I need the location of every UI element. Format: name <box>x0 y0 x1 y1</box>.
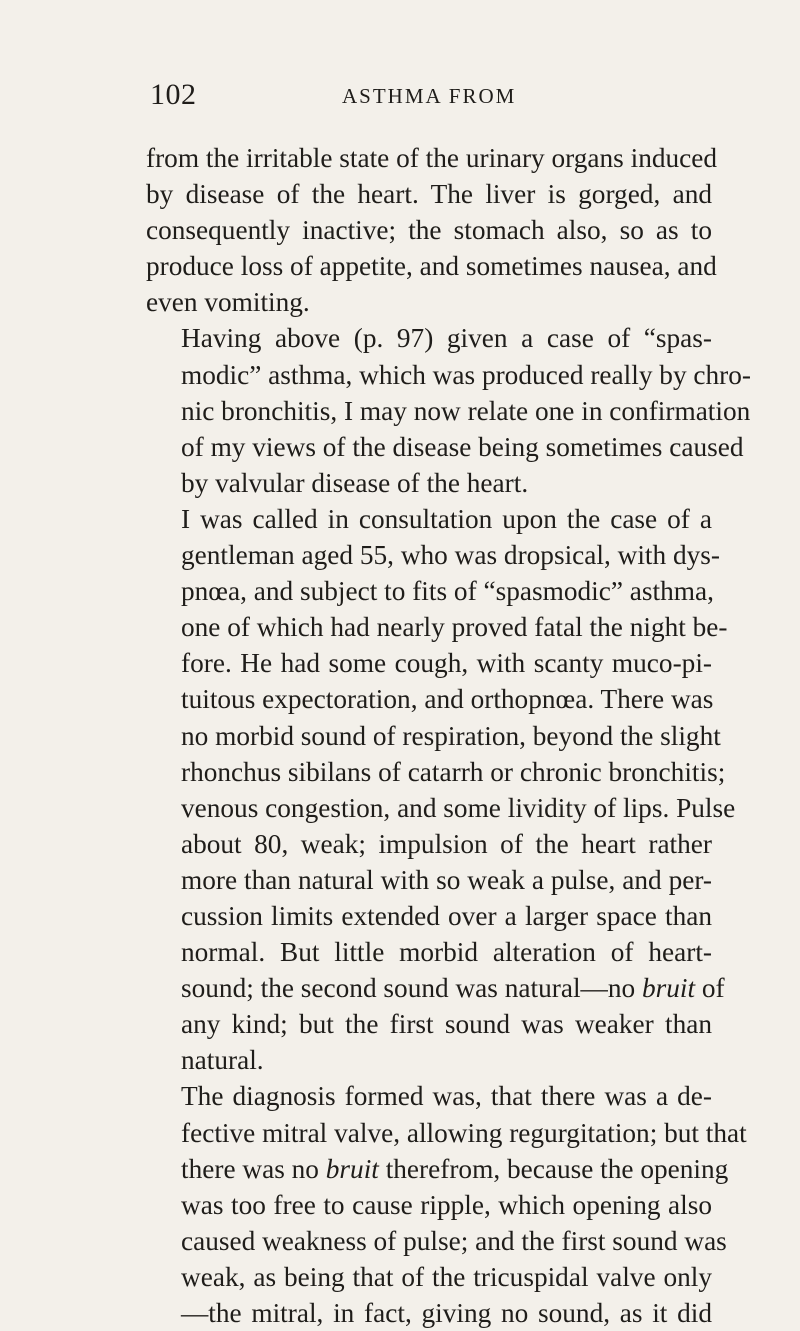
text-line: gentleman aged 55, who was dropsical, with dys- <box>181 540 720 571</box>
text-line: I was called in consultation upon the case of a <box>181 503 712 534</box>
text-line: from the irritable state of the urinary organs induced <box>146 143 718 173</box>
running-title: ASTHMA FROM <box>342 84 517 108</box>
text-line <box>146 970 725 1006</box>
paragraph-2 <box>146 320 752 500</box>
text-line: cussion limits extended over a larger space than <box>181 900 712 931</box>
text-line: venous congestion, and some lividity of lips. Pulse <box>181 792 736 823</box>
text-line: natural. <box>181 1045 264 1076</box>
italic-term: bruit <box>325 1153 379 1184</box>
text-line: tuitous expectoration, and orthopnœa. There was <box>181 684 714 715</box>
text-line: fore. He had some cough, with scanty muco-pi- <box>181 648 712 679</box>
text-line: —the mitral, in fact, giving no sound, as it did <box>181 1298 712 1328</box>
text-line: any kind; but the first sound was weaker than <box>181 1009 712 1040</box>
text-line: was too free to cause ripple, which opening also <box>181 1189 712 1220</box>
running-head <box>150 78 710 118</box>
text-line: modic” asthma, which was produced really by chro- <box>181 359 752 390</box>
paragraph-4 <box>146 1078 747 1331</box>
text-fragment: therefrom, because the opening <box>378 1153 729 1184</box>
text-line: Having above (p. 97) given a case of “spas- <box>181 323 712 354</box>
text-line: caused weakness of pulse; and the first sound was <box>181 1225 727 1256</box>
text-line: The diagnosis formed was, that there was a de- <box>181 1081 712 1112</box>
text-line: produce loss of appetite, and sometimes nausea, and <box>146 251 717 282</box>
text-line: of my views of the disease being sometimes caused <box>181 431 744 462</box>
text-line: more than natural with so weak a pulse, and per- <box>181 864 712 895</box>
paragraph-1 <box>146 140 718 320</box>
text-line: no morbid sound of respiration, beyond the slight <box>181 720 721 751</box>
italic-term: bruit <box>641 973 696 1004</box>
text-line: rhonchus sibilans of catarrh or chronic bronchitis; <box>181 756 726 787</box>
body-text <box>146 140 752 1331</box>
text-line <box>146 1151 729 1187</box>
text-fragment: sound; the second sound was natural—no <box>181 973 642 1004</box>
text-fragment: there was no <box>181 1153 326 1184</box>
page-number: 102 <box>150 78 197 111</box>
text-line: nic bronchitis, I may now relate one in confirmation <box>181 395 751 426</box>
text-line: about 80, weak; impulsion of the heart rather <box>181 828 712 859</box>
text-line: one of which had nearly proved fatal the night be- <box>181 612 728 643</box>
text-line: even vomiting. <box>146 287 310 318</box>
text-line: by valvular disease of the heart. <box>181 467 529 498</box>
text-line: weak, as being that of the tricuspidal valve only <box>181 1261 712 1292</box>
text-line: consequently inactive; the stomach also, so as to <box>146 215 712 246</box>
text-fragment: of <box>695 973 725 1004</box>
text-line: fective mitral valve, allowing regurgitation; but that <box>181 1117 747 1148</box>
text-line: normal. But little morbid alteration of heart- <box>181 937 712 968</box>
text-line: pnœa, and subject to fits of “spasmodic” asthma, <box>181 576 714 607</box>
text-line: by disease of the heart. The liver is gorged, and <box>146 179 712 210</box>
paragraph-3 <box>146 501 736 1079</box>
